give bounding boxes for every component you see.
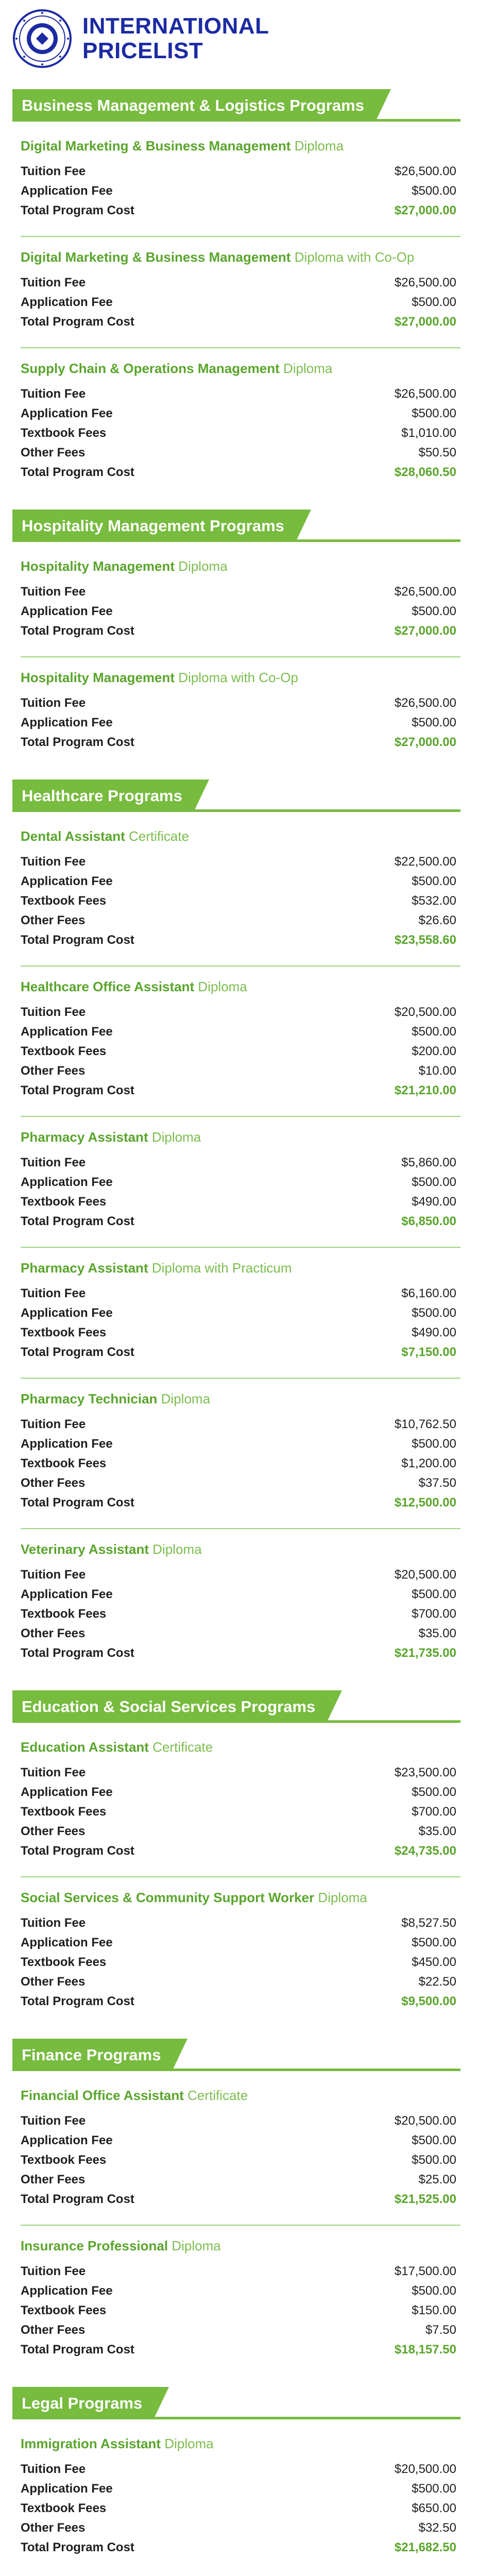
fee-label: Application Fee	[21, 1025, 113, 1039]
fee-value: $500.00	[412, 2284, 456, 2298]
total-row	[21, 1493, 460, 1513]
fee-row	[21, 1434, 460, 1454]
fee-row	[21, 1284, 460, 1303]
program-title	[21, 1390, 460, 1408]
fee-row	[21, 1783, 460, 1802]
program-credential: Diploma	[294, 138, 344, 154]
fee-row	[21, 1153, 460, 1173]
program-credential: Diploma	[152, 1541, 202, 1557]
fee-label: Textbook Fees	[21, 426, 107, 440]
fee-value: $490.00	[412, 1326, 456, 1340]
fee-label: Other Fees	[21, 1824, 85, 1838]
program-title	[21, 248, 460, 266]
fee-value: $20,500.00	[394, 2114, 456, 2128]
fee-label: Application Fee	[21, 1306, 113, 1320]
fee-label: Tuition Fee	[21, 855, 86, 869]
total-value: $27,000.00	[394, 735, 456, 749]
fee-label: Tuition Fee	[21, 1568, 86, 1582]
fee-row	[21, 1585, 460, 1604]
fee-row	[21, 293, 460, 312]
total-row	[21, 621, 460, 641]
total-row	[21, 201, 460, 221]
fee-row	[21, 2499, 460, 2518]
total-label: Total Program Cost	[21, 2192, 134, 2206]
fee-value: $26,500.00	[394, 387, 456, 401]
total-row	[21, 1643, 460, 1663]
section-header	[12, 1693, 460, 1723]
fee-value: $500.00	[412, 295, 456, 309]
fee-label: Textbook Fees	[21, 1456, 107, 1470]
total-value: $27,000.00	[394, 315, 456, 329]
fee-row	[21, 1624, 460, 1643]
program-name: Pharmacy Assistant	[21, 1129, 148, 1145]
fee-value: $8,527.50	[401, 1916, 456, 1930]
program-name: Digital Marketing & Business Management	[21, 249, 291, 265]
section-title: Hospitality Management Programs	[12, 510, 296, 542]
fee-label: Tuition Fee	[21, 276, 86, 290]
fee-row	[21, 2281, 460, 2301]
page-title	[82, 14, 269, 63]
program-title	[21, 978, 460, 995]
fee-row	[21, 1454, 460, 1473]
fee-row	[21, 443, 460, 463]
fee-value: $23,500.00	[394, 1766, 456, 1780]
fee-value: $532.00	[412, 894, 456, 908]
section-legal-programs	[12, 2389, 460, 2573]
fee-value: $500.00	[412, 604, 456, 618]
fee-value: $25.00	[418, 2173, 456, 2187]
total-label: Total Program Cost	[21, 1214, 134, 1228]
program-name: Immigration Assistant	[21, 2436, 161, 2451]
total-label: Total Program Cost	[21, 2540, 134, 2554]
program-card	[21, 816, 460, 967]
fee-value: $7.50	[425, 2323, 456, 2337]
program-credential: Diploma	[318, 1890, 367, 1905]
fee-value: $35.00	[418, 1824, 456, 1838]
fee-value: $500.00	[412, 2482, 456, 2496]
total-value: $23,558.60	[394, 933, 456, 947]
fee-row	[21, 911, 460, 930]
program-title	[21, 1128, 460, 1146]
fee-label: Other Fees	[21, 913, 85, 927]
program-name: Hospitality Management	[21, 670, 175, 685]
fee-row	[21, 162, 460, 181]
fee-value: $20,500.00	[394, 2462, 456, 2476]
section-education-social-services-programs	[12, 1693, 460, 2027]
fee-label: Tuition Fee	[21, 164, 86, 178]
fee-row	[21, 2518, 460, 2538]
fee-label: Application Fee	[21, 2482, 113, 2496]
section-title: Legal Programs	[12, 2387, 153, 2419]
fee-value: $26,500.00	[394, 164, 456, 178]
fee-row	[21, 1042, 460, 1061]
program-card	[21, 1727, 460, 1877]
fee-row	[21, 273, 460, 293]
fee-row	[21, 2111, 460, 2131]
section-title: Finance Programs	[12, 2039, 172, 2071]
total-value: $21,682.50	[394, 2540, 456, 2554]
fee-label: Application Fee	[21, 2284, 113, 2298]
total-label: Total Program Cost	[21, 933, 134, 947]
fee-label: Tuition Fee	[21, 1916, 86, 1930]
fee-value: $500.00	[412, 2153, 456, 2167]
fee-row	[21, 693, 460, 713]
program-name: Dental Assistant	[21, 828, 125, 844]
program-credential: Diploma with Practicum	[151, 1260, 292, 1276]
fee-value: $200.00	[412, 1044, 456, 1058]
fee-value: $17,500.00	[394, 2264, 456, 2278]
fee-row	[21, 1933, 460, 1953]
program-card	[21, 348, 460, 498]
fee-row	[21, 582, 460, 602]
section-finance-programs	[12, 2041, 460, 2375]
fee-label: Textbook Fees	[21, 1195, 107, 1209]
total-row	[21, 312, 460, 332]
program-credential: Diploma with Co-Op	[178, 670, 298, 685]
fee-label: Application Fee	[21, 406, 113, 420]
program-card	[21, 657, 460, 768]
college-seal-logo-icon	[12, 9, 72, 69]
program-name: Pharmacy Technician	[21, 1391, 158, 1406]
fee-value: $37.50	[418, 1476, 456, 1490]
total-label: Total Program Cost	[21, 1844, 134, 1858]
fee-row	[21, 2150, 460, 2170]
program-name: Digital Marketing & Business Management	[21, 138, 291, 154]
header	[12, 0, 460, 77]
program-credential: Certificate	[187, 2088, 248, 2103]
fee-row	[21, 1061, 460, 1081]
section-title: Healthcare Programs	[12, 779, 194, 812]
fee-label: Other Fees	[21, 1975, 85, 1989]
fee-value: $26,500.00	[394, 696, 456, 710]
fee-row	[21, 1565, 460, 1585]
fee-label: Application Fee	[21, 2133, 113, 2147]
fee-label: Other Fees	[21, 2173, 85, 2187]
program-credential: Diploma	[164, 2436, 214, 2451]
total-row	[21, 2190, 460, 2209]
program-credential: Diploma	[198, 979, 247, 994]
program-title	[21, 669, 460, 686]
section-healthcare-programs	[12, 782, 460, 1679]
section-header	[12, 92, 460, 122]
fee-value: $22.50	[418, 1975, 456, 1989]
program-title	[21, 2435, 460, 2452]
total-row	[21, 1343, 460, 1362]
program-credential: Certificate	[152, 1739, 213, 1755]
fee-row	[21, 2170, 460, 2190]
total-label: Total Program Cost	[21, 1345, 134, 1359]
fee-value: $700.00	[412, 1805, 456, 1819]
program-credential: Diploma with Co-Op	[294, 249, 415, 265]
program-title	[21, 1889, 460, 1906]
fee-value: $10,762.50	[394, 1417, 456, 1431]
total-row	[21, 1841, 460, 1861]
fee-value: $500.00	[412, 1587, 456, 1601]
program-title	[21, 2237, 460, 2255]
fee-value: $500.00	[412, 406, 456, 420]
total-label: Total Program Cost	[21, 2343, 134, 2357]
section-title: Business Management & Logistics Programs	[12, 89, 375, 122]
program-card	[21, 967, 460, 1117]
fee-row	[21, 1763, 460, 1783]
fee-value: $50.50	[418, 446, 456, 460]
total-label: Total Program Cost	[21, 204, 134, 217]
fee-row	[21, 891, 460, 911]
fee-row	[21, 713, 460, 733]
fee-value: $500.00	[412, 2133, 456, 2147]
total-label: Total Program Cost	[21, 1994, 134, 2008]
fee-row	[21, 1173, 460, 1192]
fee-row	[21, 2131, 460, 2150]
fee-value: $500.00	[412, 1785, 456, 1799]
fee-label: Other Fees	[21, 1626, 85, 1640]
fee-label: Textbook Fees	[21, 1326, 107, 1340]
program-name: Veterinary Assistant	[21, 1541, 149, 1557]
fee-label: Application Fee	[21, 604, 113, 618]
fee-label: Other Fees	[21, 1064, 85, 1078]
section-header	[12, 2041, 460, 2071]
fee-label: Application Fee	[21, 295, 113, 309]
fee-label: Textbook Fees	[21, 2501, 107, 2515]
program-name: Education Assistant	[21, 1739, 149, 1755]
fee-row	[21, 423, 460, 443]
fee-label: Other Fees	[21, 1476, 85, 1490]
fee-row	[21, 1022, 460, 1042]
program-name: Pharmacy Assistant	[21, 1260, 148, 1276]
fee-row	[21, 2320, 460, 2340]
total-value: $6,850.00	[401, 1214, 456, 1228]
total-value: $27,000.00	[394, 204, 456, 217]
program-title	[21, 1259, 460, 1277]
total-label: Total Program Cost	[21, 465, 134, 479]
fee-label: Other Fees	[21, 446, 85, 460]
fee-row	[21, 852, 460, 872]
fee-label: Textbook Fees	[21, 1955, 107, 1969]
total-label: Total Program Cost	[21, 624, 134, 638]
total-value: $21,525.00	[394, 2192, 456, 2206]
fee-label: Textbook Fees	[21, 2303, 107, 2317]
program-card	[21, 237, 460, 348]
program-name: Hospitality Management	[21, 558, 175, 574]
fee-value: $500.00	[412, 874, 456, 888]
fee-row	[21, 1953, 460, 1972]
total-value: $27,000.00	[394, 624, 456, 638]
total-row	[21, 2538, 460, 2557]
section-header	[12, 512, 460, 542]
fee-label: Other Fees	[21, 2521, 85, 2535]
fee-row	[21, 1604, 460, 1624]
fee-row	[21, 404, 460, 423]
program-card	[21, 1877, 460, 2027]
fee-value: $1,010.00	[401, 426, 456, 440]
fee-row	[21, 1802, 460, 1822]
title-line-2: PRICELIST	[82, 38, 203, 63]
fee-label: Application Fee	[21, 1437, 113, 1451]
fee-row	[21, 1192, 460, 1212]
fee-value: $35.00	[418, 1626, 456, 1640]
fee-value: $26,500.00	[394, 276, 456, 290]
total-label: Total Program Cost	[21, 1083, 134, 1097]
fee-label: Textbook Fees	[21, 1044, 107, 1058]
fee-row	[21, 1473, 460, 1493]
program-credential: Diploma	[151, 1129, 201, 1145]
fee-row	[21, 1415, 460, 1434]
total-value: $24,735.00	[394, 1844, 456, 1858]
fee-label: Tuition Fee	[21, 387, 86, 401]
fee-row	[21, 181, 460, 201]
total-value: $18,157.50	[394, 2343, 456, 2357]
total-label: Total Program Cost	[21, 1646, 134, 1660]
fee-value: $500.00	[412, 1306, 456, 1320]
fee-value: $500.00	[412, 1437, 456, 1451]
fee-row	[21, 2460, 460, 2479]
program-name: Insurance Professional	[21, 2238, 168, 2253]
program-name: Financial Office Assistant	[21, 2088, 184, 2103]
fee-label: Tuition Fee	[21, 1156, 86, 1170]
fee-label: Textbook Fees	[21, 1607, 107, 1621]
fee-label: Tuition Fee	[21, 2114, 86, 2128]
fee-value: $20,500.00	[394, 1005, 456, 1019]
program-name: Supply Chain & Operations Management	[21, 361, 280, 376]
fee-row	[21, 1323, 460, 1343]
fee-value: $500.00	[412, 1025, 456, 1039]
program-credential: Diploma	[283, 361, 333, 376]
section-header	[12, 782, 460, 812]
fee-value: $22,500.00	[394, 855, 456, 869]
fee-label: Application Fee	[21, 1587, 113, 1601]
fee-value: $5,860.00	[401, 1156, 456, 1170]
sections-container	[12, 92, 460, 2576]
fee-label: Tuition Fee	[21, 1286, 86, 1300]
fee-value: $450.00	[412, 1955, 456, 1969]
fee-label: Application Fee	[21, 184, 113, 198]
section-title: Education & Social Services Programs	[12, 1690, 327, 1723]
total-row	[21, 1081, 460, 1100]
fee-label: Tuition Fee	[21, 2264, 86, 2278]
program-card	[21, 1379, 460, 1529]
program-credential: Diploma	[178, 558, 228, 574]
fee-row	[21, 1972, 460, 1992]
fee-label: Textbook Fees	[21, 2153, 107, 2167]
program-title	[21, 360, 460, 377]
program-title	[21, 2087, 460, 2104]
fee-label: Tuition Fee	[21, 1417, 86, 1431]
fee-value: $20,500.00	[394, 1568, 456, 1582]
fee-row	[21, 1822, 460, 1841]
fee-row	[21, 2262, 460, 2281]
fee-label: Application Fee	[21, 1175, 113, 1189]
total-value: $7,150.00	[401, 1345, 456, 1359]
program-title	[21, 1738, 460, 1756]
fee-value: $150.00	[412, 2303, 456, 2317]
section-header	[12, 2389, 460, 2419]
fee-label: Tuition Fee	[21, 1005, 86, 1019]
fee-label: Application Fee	[21, 716, 113, 730]
fee-value: $1,200.00	[401, 1456, 456, 1470]
total-row	[21, 733, 460, 752]
fee-label: Tuition Fee	[21, 1766, 86, 1780]
program-card	[21, 2075, 460, 2226]
fee-label: Tuition Fee	[21, 2462, 86, 2476]
fee-value: $32.50	[418, 2521, 456, 2535]
program-title	[21, 137, 460, 155]
fee-value: $650.00	[412, 2501, 456, 2515]
total-label: Total Program Cost	[21, 1496, 134, 1510]
program-title	[21, 1540, 460, 1558]
total-value: $21,210.00	[394, 1083, 456, 1097]
total-row	[21, 1212, 460, 1231]
fee-label: Application Fee	[21, 874, 113, 888]
total-row	[21, 463, 460, 482]
fee-row	[21, 2301, 460, 2320]
program-title	[21, 557, 460, 575]
program-card	[21, 1248, 460, 1379]
total-row	[21, 930, 460, 950]
fee-row	[21, 384, 460, 404]
fee-value: $490.00	[412, 1195, 456, 1209]
total-value: $28,060.50	[394, 465, 456, 479]
total-label: Total Program Cost	[21, 315, 134, 329]
fee-value: $26.60	[418, 913, 456, 927]
program-title	[21, 827, 460, 845]
fee-row	[21, 2479, 460, 2499]
program-credential: Certificate	[129, 828, 190, 844]
fee-value: $500.00	[412, 716, 456, 730]
program-card	[21, 126, 460, 237]
fee-value: $500.00	[412, 1936, 456, 1950]
fee-label: Tuition Fee	[21, 585, 86, 599]
total-value: $9,500.00	[401, 1994, 456, 2008]
fee-row	[21, 1913, 460, 1933]
section-business-management-logistics-programs	[12, 92, 460, 498]
fee-row	[21, 1003, 460, 1022]
fee-value: $500.00	[412, 184, 456, 198]
fee-row	[21, 872, 460, 891]
fee-row	[21, 602, 460, 621]
fee-label: Textbook Fees	[21, 894, 107, 908]
title-line-1: INTERNATIONAL	[82, 13, 269, 39]
program-credential: Diploma	[172, 2238, 221, 2253]
total-value: $12,500.00	[394, 1496, 456, 1510]
fee-row	[21, 1303, 460, 1323]
program-card	[21, 2424, 460, 2573]
program-name: Healthcare Office Assistant	[21, 979, 195, 994]
total-row	[21, 1992, 460, 2011]
fee-label: Other Fees	[21, 2323, 85, 2337]
fee-value: $6,160.00	[401, 1286, 456, 1300]
total-value: $21,735.00	[394, 1646, 456, 1660]
fee-value: $500.00	[412, 1175, 456, 1189]
fee-label: Application Fee	[21, 1936, 113, 1950]
program-name: Social Services & Community Support Worker	[21, 1890, 315, 1905]
program-card	[21, 1117, 460, 1248]
program-credential: Diploma	[161, 1391, 211, 1406]
fee-label: Tuition Fee	[21, 696, 86, 710]
program-card	[21, 1529, 460, 1679]
fee-label: Application Fee	[21, 1785, 113, 1799]
fee-value: $10.00	[418, 1064, 456, 1078]
total-row	[21, 2340, 460, 2360]
fee-label: Textbook Fees	[21, 1805, 107, 1819]
total-label: Total Program Cost	[21, 735, 134, 749]
program-card	[21, 2226, 460, 2375]
fee-value: $26,500.00	[394, 585, 456, 599]
section-hospitality-management-programs	[12, 512, 460, 768]
fee-value: $700.00	[412, 1607, 456, 1621]
program-card	[21, 546, 460, 657]
